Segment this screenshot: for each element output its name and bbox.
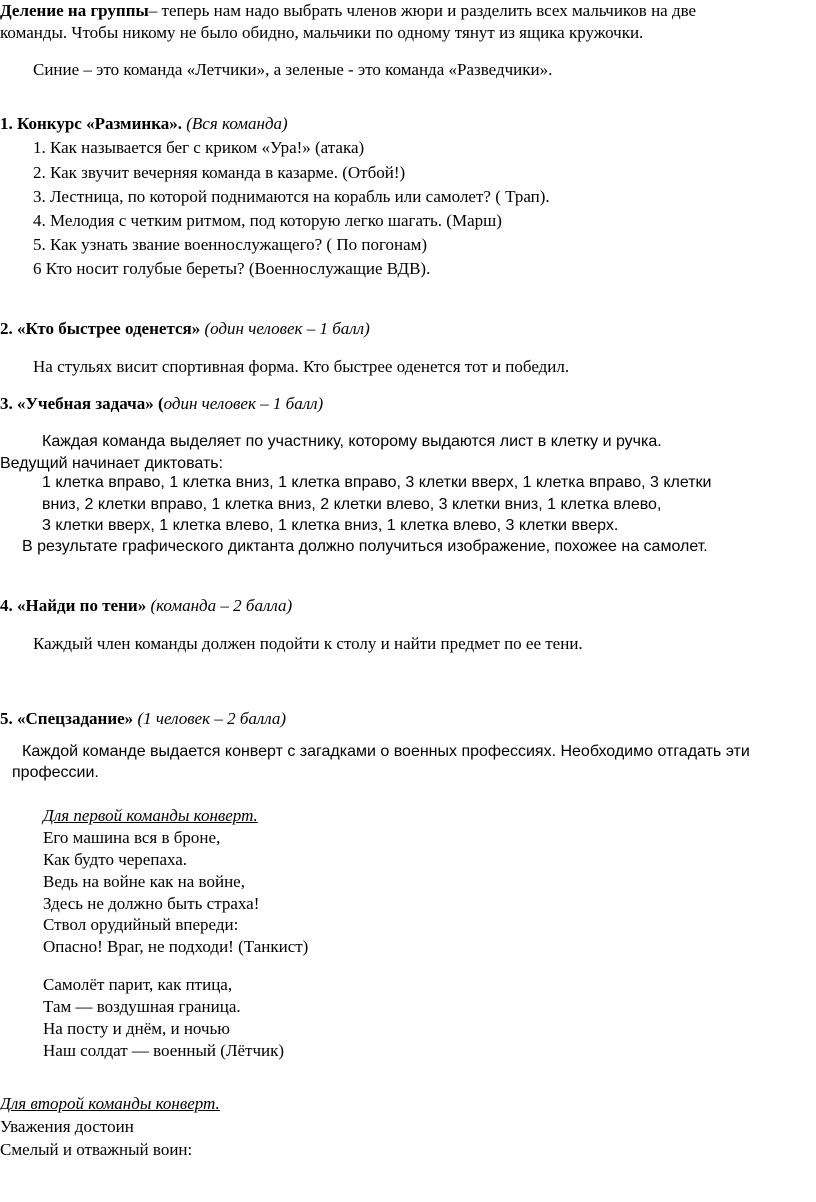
dictation-result: В результате графического диктанта должно получиться изображение, похожее на самолет. [22, 538, 708, 555]
contest-2-text: На стульях висит спортивная форма. Кто быстрее оденется тот и победил. [33, 357, 570, 376]
question: 2. Как звучит вечерняя команда в казарме. (Отбой!) [33, 163, 406, 182]
poem-line: Уважения достоин [0, 1117, 134, 1136]
question: 4. Мелодия с четким ритмом, под которую легко шагать. (Марш) [33, 211, 502, 230]
question: 5. Как узнать звание военнослужащего? ( По погонам) [33, 235, 428, 254]
poem-line: Его машина вся в броне, [43, 828, 221, 847]
question: 1. Как называется бег с криком «Ура!» (атака) [33, 138, 365, 157]
contest-5-heading: 5. «Спецзадание» (1 человек – 2 балла) [0, 709, 287, 728]
envelope-1-title: Для первой команды конверт. [43, 806, 258, 825]
poem-line: Ведь на войне как на войне, [43, 872, 245, 891]
teams-text: Синие – это команда «Летчики», а зеленые - это команда «Разведчики». [33, 60, 553, 79]
contest-5-text: Каждой команде выдается конверт с загадками о военных профессиях. Необходимо отгадать эти [22, 743, 750, 760]
dictation-line: 1 клетка вправо, 1 клетка вниз, 1 клетка вправо, 3 клетки вверх, 1 клетка вправо, 3 клетки [42, 474, 712, 491]
envelope-2-title: Для второй команды конверт. [0, 1094, 220, 1113]
contest-3-text: Каждая команда выделяет по участнику, которому выдаются лист в клетку и ручка. [42, 433, 662, 450]
intro-line-2: команды. Чтобы никому не было обидно, мальчики по одному тянут из ящика кружочки. [0, 23, 644, 42]
poem-line: На посту и днём, и ночью [43, 1019, 230, 1038]
contest-3-heading: 3. «Учебная задача» (один человек – 1 балл) [0, 394, 324, 413]
intro-heading: Деление на группы [0, 1, 149, 20]
contest-4-text: Каждый член команды должен подойти к столу и найти предмет по ее тени. [33, 634, 583, 653]
question: 6 Кто носит голубые береты? (Военнослужащие ВДВ). [33, 259, 431, 278]
poem-line: Ствол орудийный впереди: [43, 915, 239, 934]
poem-line: Там — воздушная граница. [43, 997, 241, 1016]
poem-line: Смелый и отважный воин: [0, 1140, 193, 1159]
contest-2-heading: 2. «Кто быстрее оденется» (один человек – 1 балл) [0, 319, 370, 338]
question: 3. Лестница, по которой поднимаются на корабль или самолет? ( Трап). [33, 187, 550, 206]
poem-line: Опасно! Враг, не подходи! (Танкист) [43, 937, 309, 956]
contest-4-heading: 4. «Найди по тени» (команда – 2 балла) [0, 596, 293, 615]
poem-line: Самолёт парит, как птица, [43, 975, 233, 994]
contest-1-heading: 1. Конкурс «Разминка». (Вся команда) [0, 114, 288, 133]
intro-line-1: Деление на группы– теперь нам надо выбрать членов жюри и разделить всех мальчиков на две [0, 1, 697, 20]
contest-3-text: Ведущий начинает диктовать: [0, 455, 224, 472]
contest-5-text: профессии. [12, 764, 99, 781]
dictation-line: 3 клетки вверх, 1 клетка влево, 1 клетка вниз, 1 клетка влево, 3 клетки вверх. [42, 517, 619, 534]
poem-line: Здесь не должно быть страха! [43, 894, 260, 913]
poem-line: Наш солдат — военный (Лётчик) [43, 1041, 285, 1060]
poem-line: Как будто черепаха. [43, 850, 188, 869]
dictation-line: вниз, 2 клетки вправо, 1 клетка вниз, 2 клетки влево, 3 клетки вниз, 1 клетка влево, [42, 496, 662, 513]
